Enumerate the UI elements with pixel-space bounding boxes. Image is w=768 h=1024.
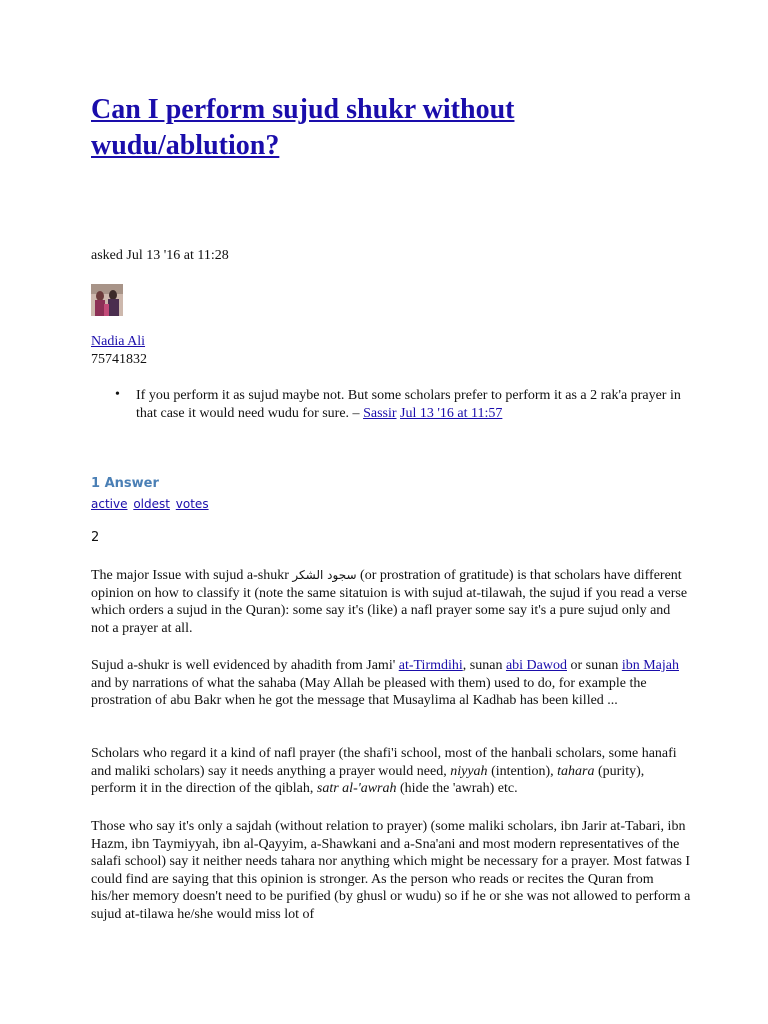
text-span: (or prostration of gratitude) is that scholars have different opinion on how to classify it (note the same sitatuion is with sujud at-tilawah, the sujud if you read a verse which orders a sujud in the Quran): some say it's (like) a nafl prayer some say it's a pure sujud only and not a prayer at all.: [91, 568, 688, 636]
answer-paragraph-2: [91, 657, 691, 710]
text-span: , sunan: [462, 658, 506, 673]
text-span: or sunan: [567, 658, 622, 673]
text-span: The major Issue with sujud a-shukr: [91, 568, 293, 583]
italic-term: tahara: [557, 763, 595, 779]
comment-time-link[interactable]: Jul 13 '16 at 11:57: [400, 406, 503, 421]
question-title: [91, 92, 691, 164]
comment: [136, 387, 696, 423]
arabic-text: سجود الشكر: [292, 568, 357, 582]
answer-paragraph-1: [91, 567, 691, 637]
user-card: [91, 333, 147, 369]
link-tirmidhi[interactable]: at-Tirmdihi: [398, 658, 463, 673]
comment-text: If you perform it as sujud maybe not. But some scholars prefer to perform it as a 2 rak'a prayer in that case it would need wudu for sure. –: [136, 388, 681, 421]
asked-timestamp: asked Jul 13 '16 at 11:28: [91, 248, 229, 263]
link-ibn-majah[interactable]: ibn Majah: [621, 658, 679, 673]
text-span: Sujud a-shukr is well evidenced by ahadith from Jami': [91, 658, 399, 673]
italic-term: satr al-'awrah: [316, 781, 397, 796]
text-span: and by narrations of what the sahaba (May Allah be pleased with them) used to do, for example the prostration of abu Bakr when he got the message that Musaylima al Kadhab has been killed ...: [91, 675, 647, 708]
avatar-image: [91, 284, 123, 316]
question-title-link[interactable]: Can I perform sujud shukr without wudu/ablution?: [91, 94, 515, 161]
answer-vote-count: 2: [91, 530, 100, 545]
comment-bullet: •: [115, 387, 120, 402]
italic-term: niyyah: [450, 763, 488, 779]
tab-sort-oldest[interactable]: oldest: [133, 497, 170, 511]
link-abi-dawod[interactable]: abi Dawod: [505, 658, 567, 673]
comment-author-link[interactable]: Sassir: [363, 406, 397, 421]
tab-sort-votes[interactable]: votes: [175, 497, 209, 511]
text-span: (hide the 'awrah) etc.: [396, 781, 518, 796]
avatar[interactable]: [91, 284, 123, 316]
text-span: (purity), perform it in the direction of the qiblah,: [91, 763, 645, 796]
answer-paragraph-4: Those who say it's only a sajdah (without relation to prayer) (some maliki scholars, ibn Jarir at-Tabari, ibn Hazm, ibn Taymiyyah, ibn al-Qayyim, a-Shawkani and a-Sna'ani and most modern representatives of the salafi school) say it neither needs tahara nor anything which might be necessary for a prayer. Most fatwas I could find are saying that this opinion is stronger. As the person who reads or recites the Quran from his/her memory doesn't need to be purified (by ghusl or wudu) so if he or she was not allowed to perform a sujud at-tilawa he/she would miss lot of: [91, 819, 691, 922]
answers-heading: 1 Answer: [91, 476, 159, 491]
text-span: (intention),: [487, 763, 558, 779]
text-span: Scholars who regard it a kind of nafl prayer (the shafi'i school, most of the hanbali scholars, some hanafi and maliki scholars) say it needs anything a prayer would need,: [91, 746, 677, 779]
user-reputation: 75741832: [91, 352, 147, 367]
tab-sort-active[interactable]: active: [91, 497, 128, 511]
answer-paragraph-3: [91, 745, 691, 798]
user-name-link[interactable]: Nadia Ali: [91, 334, 146, 349]
answer-sort-tabs: [91, 497, 211, 511]
